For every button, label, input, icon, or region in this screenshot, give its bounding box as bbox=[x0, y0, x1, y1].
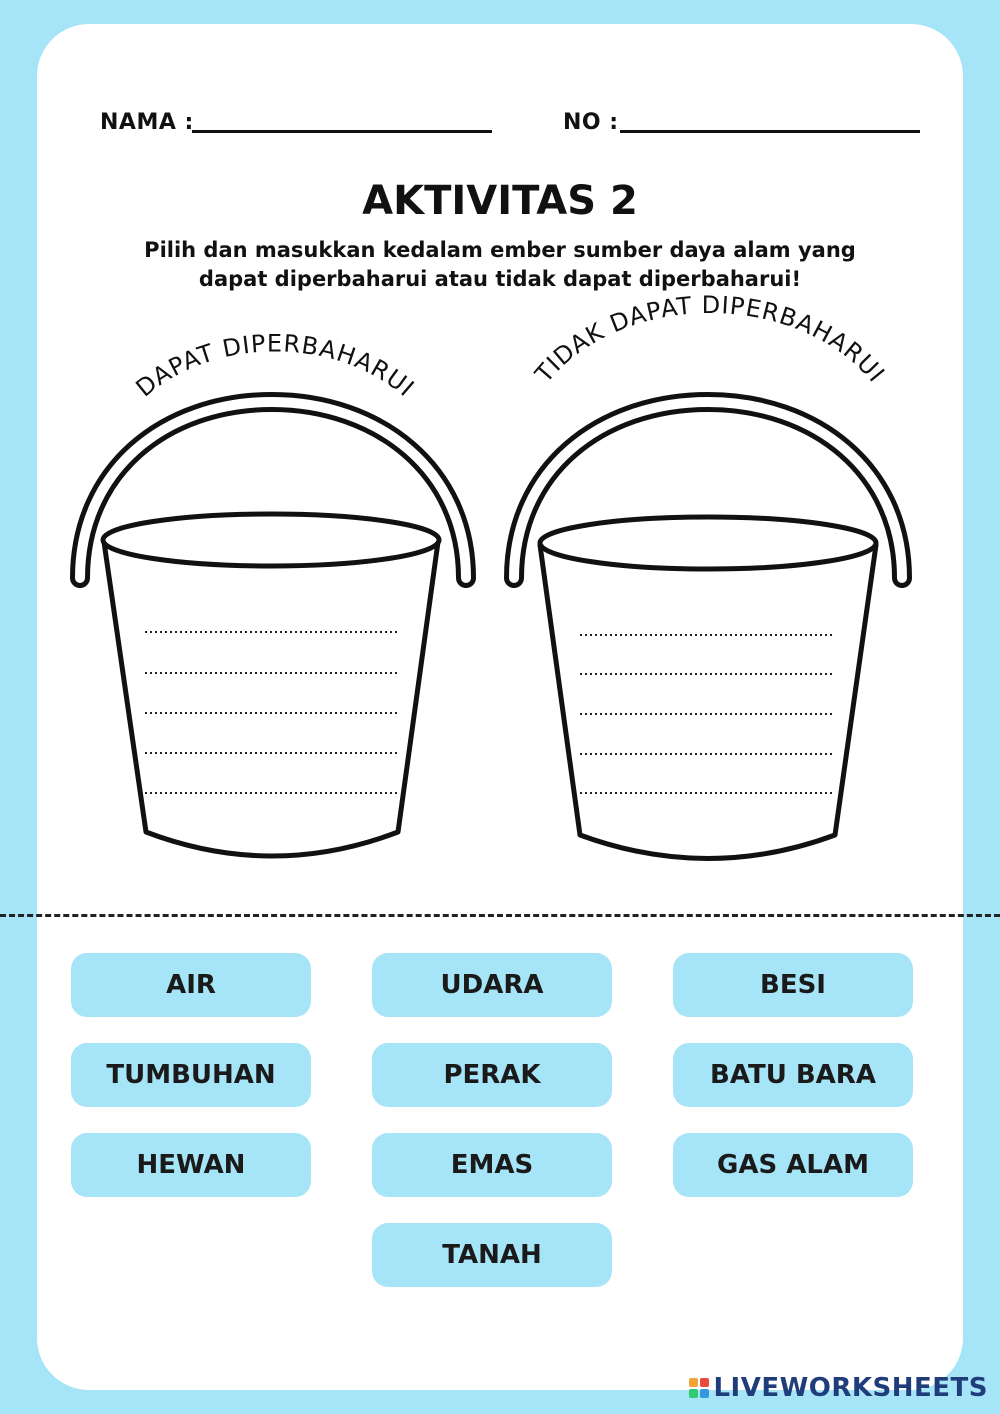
option-chip-air[interactable]: AIR bbox=[71, 953, 311, 1017]
option-chip-hewan[interactable]: HEWAN bbox=[71, 1133, 311, 1197]
instruction-line-1: Pilih dan masukkan kedalam ember sumber daya alam yang bbox=[144, 238, 856, 262]
cut-line bbox=[0, 914, 1000, 917]
bucket-label-renewable: DAPAT DIPERBAHARUI bbox=[130, 329, 420, 403]
bucket-body bbox=[540, 545, 876, 859]
option-chip-udara[interactable]: UDARA bbox=[372, 953, 612, 1017]
liveworksheets-brand[interactable] bbox=[689, 1373, 988, 1403]
bucket-nonrenewable[interactable] bbox=[514, 402, 902, 859]
bucket-body bbox=[104, 542, 438, 856]
bucket-label-nonrenewable: TIDAK DAPAT DIPERBAHARUI bbox=[529, 290, 891, 388]
option-chip-tanah[interactable]: TANAH bbox=[372, 1223, 612, 1287]
option-chip-tumbuhan[interactable]: TUMBUHAN bbox=[71, 1043, 311, 1107]
bucket-rim bbox=[540, 517, 876, 569]
brand-text: LIVEWORKSHEETS bbox=[713, 1373, 988, 1403]
instruction-line-2: dapat diperbaharui atau tidak dapat diperbaharui! bbox=[198, 267, 802, 291]
option-chip-emas[interactable]: EMAS bbox=[372, 1133, 612, 1197]
liveworksheets-logo-icon bbox=[689, 1378, 709, 1398]
option-chip-batu-bara[interactable]: BATU BARA bbox=[673, 1043, 913, 1107]
page-title: AKTIVITAS 2 bbox=[362, 178, 638, 224]
option-chip-besi[interactable]: BESI bbox=[673, 953, 913, 1017]
bucket-renewable[interactable] bbox=[80, 402, 466, 856]
name-label: NAMA : bbox=[100, 110, 194, 135]
number-label: NO : bbox=[563, 110, 619, 135]
option-chip-perak[interactable]: PERAK bbox=[372, 1043, 612, 1107]
option-chip-gas-alam[interactable]: GAS ALAM bbox=[673, 1133, 913, 1197]
bucket-rim bbox=[103, 514, 439, 566]
